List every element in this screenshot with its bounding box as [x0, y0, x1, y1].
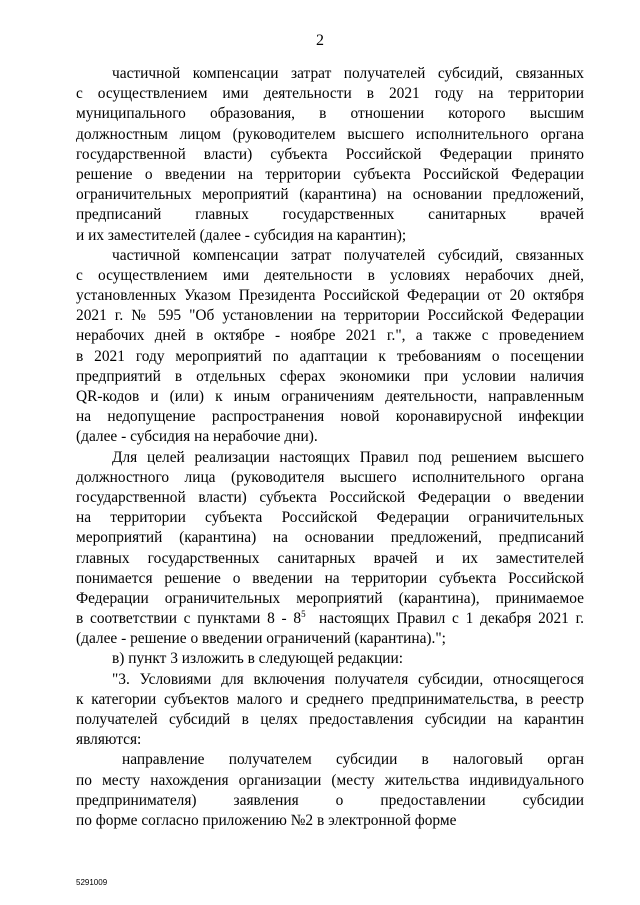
text-line: по месту нахождения организации (месту жительства индивидуального: [76, 771, 584, 789]
text-line: в) пункт 3 изложить в следующей редакции:: [112, 650, 404, 668]
text-line: в 2021 году мероприятий по адаптации к требованиям о посещении: [76, 347, 584, 365]
text-line: направление получателем субсидии в налоговый орган: [122, 751, 584, 769]
text-line: решение о введении на территории субъекта Российской Федерации: [76, 165, 584, 183]
text-line: QR-кодов и (или) к иным ограничениям деятельности, направленным: [76, 388, 584, 405]
document-body: [76, 64, 584, 831]
text-line: (далее - решение о введении ограничений (карантина).";: [76, 630, 446, 648]
paragraph: [76, 246, 584, 448]
text-line: 2021 г. № 595 "Об установлении на территории Российской Федерации: [76, 307, 584, 325]
text-segment: настоящих Правил с 1 декабря 2021 г.: [305, 610, 584, 628]
paragraph: [76, 750, 584, 831]
text-line: предпринимателя) заявления о предоставлении субсидии: [76, 791, 584, 809]
text-line: частичной компенсации затрат получателей субсидий, связанных: [112, 65, 584, 82]
text-line: "3. Условиями для включения получателя субсидии, относящегося: [112, 670, 584, 688]
page-number: 2: [316, 32, 324, 49]
text-line: с осуществлением ими деятельности в 2021 году на территории: [76, 85, 584, 103]
text-line: муниципального образования, в отношении которого высшим: [76, 105, 584, 123]
text-line: ограничительных мероприятий (карантина) на основании предложений,: [76, 186, 584, 204]
text-line: мероприятий (карантина) на основании предложений, предписаний: [76, 529, 584, 547]
text-line: установленных Указом Президента Российской Федерации от 20 октября: [76, 287, 584, 305]
text-line: с осуществлением ими деятельности в условиях нерабочих дней,: [76, 266, 584, 284]
paragraph: [76, 670, 584, 751]
text-line: являются:: [76, 731, 142, 749]
paragraph: [76, 649, 584, 669]
text-line: на недопущение распространения новой коронавирусной инфекции: [76, 408, 584, 426]
text-line: [76, 609, 584, 629]
text-line: главных государственных санитарных врачей и их заместителей: [76, 549, 584, 567]
paragraph: [76, 64, 584, 246]
text-line: (далее - субсидия на нерабочие дни).: [76, 428, 318, 446]
text-line: государственной власти) субъекта Российской Федерации о введении: [76, 488, 584, 506]
superscript: 5: [301, 609, 306, 619]
text-line: предписаний главных государственных санитарных врачей: [76, 206, 584, 224]
text-line: и их заместителей (далее - субсидия на карантин);: [76, 226, 407, 244]
text-line: нерабочих дней в октябре - ноябре 2021 г.", а также с проведением: [76, 327, 584, 345]
text-line: на территории субъекта Российской Федерации ограничительных: [76, 509, 584, 527]
text-line: Для целей реализации настоящих Правил под решением высшего: [112, 448, 584, 466]
text-line: к категории субъектов малого и среднего предпринимательства, в реестр: [76, 690, 584, 708]
text-line: частичной компенсации затрат получателей субсидий, связанных: [112, 246, 584, 264]
text-line: предприятий в отдельных сферах экономики при условии наличия: [76, 367, 584, 385]
paragraph: [76, 448, 584, 650]
text-line: должностного лица (руководителя высшего исполнительного органа: [76, 468, 584, 486]
text-line: понимается решение о введении на территории субъекта Российской: [76, 569, 584, 587]
document-code: 5291009: [76, 878, 108, 887]
text-line: Федерации ограничительных мероприятий (карантина), принимаемое: [76, 589, 584, 607]
text-line: государственной власти) субъекта Российской Федерации принято: [76, 145, 584, 163]
text-line: должностным лицом (руководителем высшего исполнительного органа: [76, 125, 584, 143]
text-line: получателей субсидий в целях предоставления субсидии на карантин: [76, 711, 584, 728]
text-line: по форме согласно приложению №2 в электронной форме: [76, 811, 457, 829]
text-segment: в соответствии с пунктами 8 - 8: [76, 610, 302, 628]
